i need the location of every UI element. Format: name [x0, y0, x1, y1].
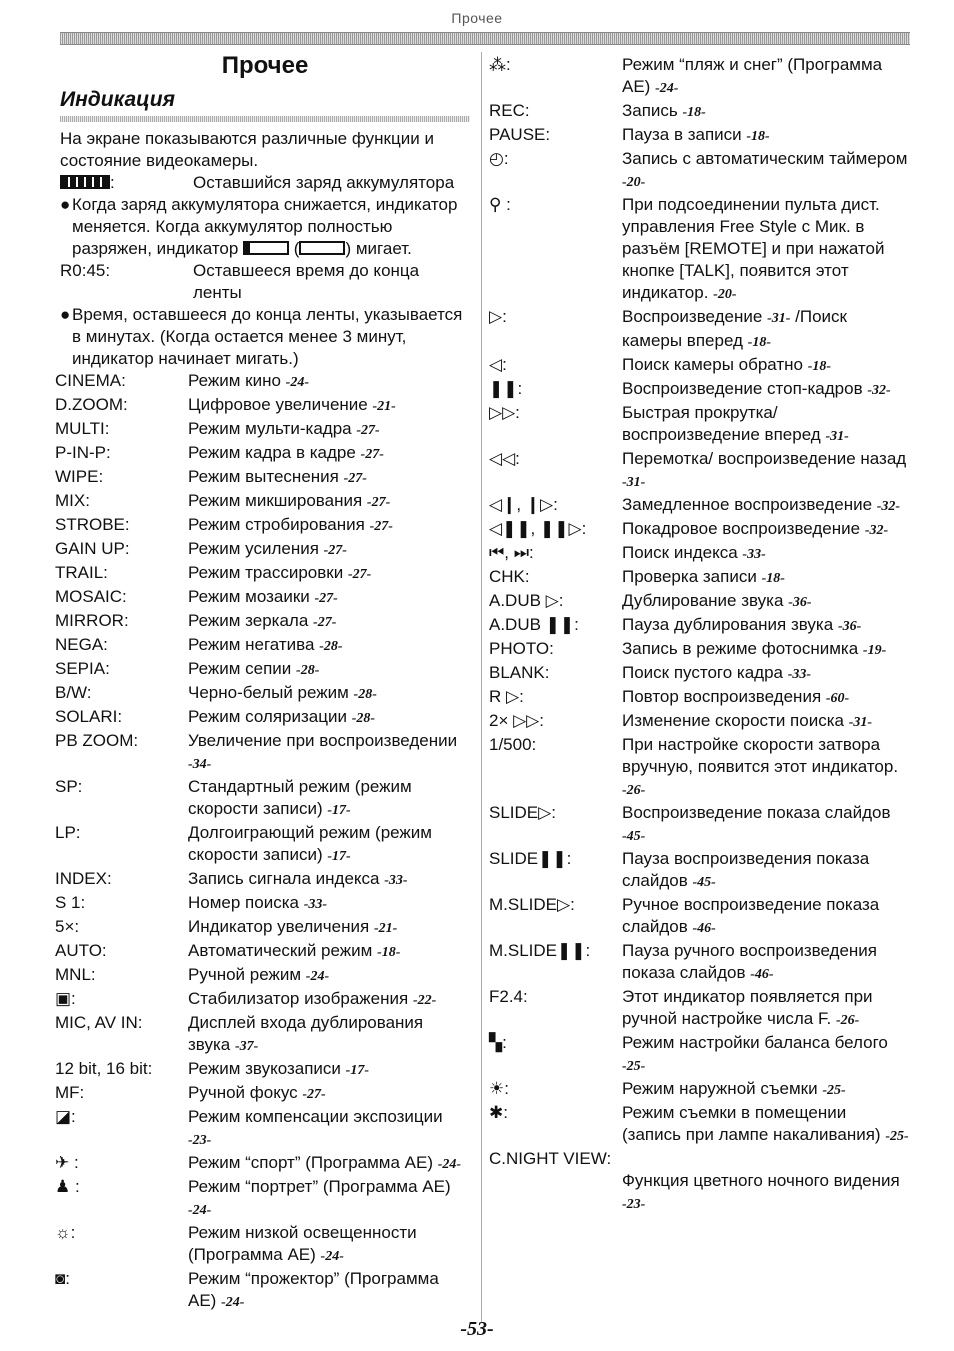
- left-item-text: Номер поиска: [188, 893, 299, 912]
- left-item-row: [55, 730, 470, 776]
- right-item-label: ◁❚❚, ❚❚▷:: [489, 519, 587, 538]
- left-item-row: [55, 442, 470, 466]
- right-item-text: Запись в режиме фотоснимка: [622, 639, 859, 658]
- right-item-label: ⏮, ⏭:: [489, 543, 534, 562]
- left-item-row: [55, 514, 470, 538]
- right-item-row: [489, 662, 909, 686]
- right-item-ref: -46-: [692, 921, 716, 936]
- right-item-ref: -20-: [713, 287, 737, 302]
- battery-low-icon: [243, 239, 289, 258]
- right-item-ref: -45-: [622, 829, 646, 844]
- right-item-label: CHK:: [489, 567, 530, 586]
- left-item-ref: -27-: [369, 519, 393, 534]
- right-item-ref: -24-: [655, 81, 679, 96]
- left-item-ref: -22-: [412, 993, 437, 1008]
- right-item-row: [489, 194, 909, 306]
- left-item-label: TRAIL:: [55, 563, 108, 582]
- right-item-ref: -20-: [622, 175, 646, 190]
- right-item-row: [489, 734, 909, 802]
- cnight-row: [489, 1148, 909, 1216]
- right-item-row: [489, 378, 909, 402]
- left-item-ref: -28-: [353, 687, 377, 702]
- right-item-row: [489, 448, 909, 494]
- left-item-row: [55, 1106, 470, 1152]
- left-item-label: SP:: [55, 777, 83, 796]
- left-item-ref: -27-: [366, 495, 391, 510]
- left-item-label: 12 bit, 16 bit:: [55, 1059, 153, 1078]
- right-item-row: [489, 124, 909, 148]
- left-item-ref: -17-: [327, 803, 351, 818]
- left-item-text: Стандартный режим (режим скорости записи): [188, 777, 412, 818]
- left-item-row: [55, 634, 470, 658]
- intro-text: На экране показываются различные функции и состояние видеокамеры.: [60, 129, 434, 170]
- left-item-label: P-IN-P:: [55, 443, 111, 462]
- left-item-row: [55, 1268, 470, 1314]
- left-item-row: [55, 658, 470, 682]
- right-item-row: [489, 306, 909, 354]
- right-item-text: Режим наружной съемки: [622, 1079, 818, 1098]
- left-item-text: Режим соляризации: [188, 707, 347, 726]
- left-item-row: [55, 940, 470, 964]
- subtitle-bar: [60, 116, 470, 122]
- right-item-text: Повтор воспроизведения: [622, 687, 822, 706]
- left-item-ref: -17-: [345, 1063, 369, 1078]
- left-item-row: [55, 822, 470, 868]
- right-item-ref: -18-: [807, 359, 832, 374]
- left-item-text: Запись сигнала индекса: [188, 869, 380, 888]
- right-item-text: Перемотка/ воспроизведение назад: [622, 449, 907, 468]
- tape-note: ● Время, оставшееся до конца ленты, указывается в минутах. (Когда остается менее 3 минут, индикатор начинает мигать.): [55, 304, 470, 370]
- right-item-text: Покадровое воспроизведение: [622, 519, 861, 538]
- right-item-row: [489, 894, 909, 940]
- right-item-ref: -31-: [848, 715, 873, 730]
- right-item-label: ✱:: [489, 1103, 508, 1122]
- right-item-ref: -18-: [746, 129, 770, 144]
- left-item-text: Режим низкой освещенности (Программа AE): [188, 1223, 417, 1264]
- right-item-ref: -32-: [867, 383, 891, 398]
- left-item-label: MIC, AV IN:: [55, 1013, 143, 1032]
- left-item-ref: -28-: [351, 711, 376, 726]
- left-item-text: Режим мозаики: [188, 587, 310, 606]
- right-item-ref: -31-: [622, 475, 646, 490]
- right-item-text: Быстрая прокрутка/воспроизведение вперед: [622, 403, 821, 444]
- left-item-ref: -27-: [302, 1087, 326, 1102]
- right-item-row: [489, 848, 909, 894]
- left-item-ref: -24-: [285, 375, 309, 390]
- right-item-row: [489, 710, 909, 734]
- left-item-row: [55, 916, 470, 940]
- right-item-ref2: -18-: [747, 335, 772, 350]
- right-item-row: [489, 148, 909, 194]
- left-item-text: Режим “портрет” (Программа AE): [188, 1177, 451, 1196]
- tape-row: [55, 260, 470, 304]
- right-item-row: [489, 940, 909, 986]
- left-item-row: [55, 610, 470, 634]
- right-item-row: [489, 54, 909, 100]
- left-item-text: Режим микширования: [188, 491, 363, 510]
- left-item-row: [55, 394, 470, 418]
- left-item-text: Стабилизатор изображения: [188, 989, 409, 1008]
- right-item-ref: -18-: [761, 571, 785, 586]
- left-item-text: Ручной режим: [188, 965, 302, 984]
- page-number: -53-: [460, 1318, 494, 1340]
- left-item-label: S 1:: [55, 893, 86, 912]
- left-item-text: Режим стробирования: [188, 515, 365, 534]
- right-item-label: SLIDE▷:: [489, 803, 556, 822]
- right-item-ref: -25-: [622, 1059, 646, 1074]
- left-item-label: LP:: [55, 823, 81, 842]
- right-item-text: Режим “пляж и снег” (Программа AE): [622, 55, 883, 96]
- right-item-label: PHOTO:: [489, 639, 554, 658]
- left-item-text: Режим “прожектор” (Программа AE): [188, 1269, 439, 1310]
- cnight-ref: -23-: [622, 1197, 646, 1212]
- left-item-label: SEPIA:: [55, 659, 110, 678]
- left-item-label: GAIN UP:: [55, 539, 130, 558]
- left-item-label: WIPE:: [55, 467, 104, 486]
- header-bar: [60, 32, 910, 45]
- left-item-text: Режим усиления: [188, 539, 319, 558]
- left-item-text: Режим зеркала: [188, 611, 309, 630]
- left-item-text: Цифровое увеличение: [188, 395, 368, 414]
- left-item-text: Долгоиграющий режим (режим скорости записи): [188, 823, 432, 864]
- running-header: Прочее: [451, 10, 503, 26]
- left-item-label: B/W:: [55, 683, 92, 702]
- battery-empty-icon: [299, 239, 345, 258]
- right-item-row: [489, 590, 909, 614]
- left-item-text: Режим звукозаписи: [188, 1059, 341, 1078]
- right-item-ref: -26-: [622, 783, 646, 798]
- right-item-text: Пауза ручного воспроизведения показа слайдов: [622, 941, 878, 982]
- right-item-label: REC:: [489, 101, 530, 120]
- right-item-ref: -60-: [825, 691, 850, 706]
- right-item-text: Поиск индекса: [622, 543, 738, 562]
- left-item-label: MIX:: [55, 491, 90, 510]
- cnight-label: C.NIGHT VIEW:: [489, 1149, 612, 1168]
- right-item-text: Запись с автоматическим таймером: [622, 149, 908, 168]
- right-item-ref: -45-: [692, 875, 716, 890]
- left-item-row: [55, 964, 470, 988]
- left-item-ref: -27-: [343, 471, 367, 486]
- left-item-row: [55, 370, 470, 394]
- right-item-label: ☀:: [489, 1079, 509, 1098]
- left-item-text: Черно-белый режим: [188, 683, 349, 702]
- right-item-text: Воспроизведение показа слайдов: [622, 803, 891, 822]
- right-item-ref: -36-: [788, 595, 812, 610]
- right-item-ref: -33-: [742, 547, 766, 562]
- right-item-ref: -18-: [682, 105, 706, 120]
- right-item-label: PAUSE:: [489, 125, 551, 144]
- right-item-text: Поиск пустого кадра: [622, 663, 783, 682]
- left-item-label: ☼:: [55, 1223, 76, 1242]
- right-item-label: A.DUB ❚❚:: [489, 615, 579, 634]
- left-item-row: [55, 1222, 470, 1268]
- left-item-ref: -24-: [305, 969, 330, 984]
- left-item-text: Ручной фокус: [188, 1083, 298, 1102]
- left-item-ref: -34-: [188, 757, 212, 772]
- right-item-text: При подсоединении пульта дист. управления Free Style с Мик. в разъём [REMOTE] и при нажатой кнопке [TALK], появится этот индикатор.: [622, 195, 885, 302]
- left-item-label: 5×:: [55, 917, 80, 936]
- left-item-ref: -33-: [384, 873, 408, 888]
- right-item-row: [489, 638, 909, 662]
- left-item-text: Режим кино: [188, 371, 281, 390]
- left-item-ref: -28-: [296, 663, 320, 678]
- left-item-ref: -33-: [303, 897, 328, 912]
- left-item-row: [55, 562, 470, 586]
- right-item-row: [489, 1032, 909, 1078]
- left-item-text: Режим кадра в кадре: [188, 443, 356, 462]
- left-item-ref: -27-: [356, 423, 380, 438]
- left-item-label: ▣:: [55, 989, 76, 1008]
- battery-note: ● Когда заряд аккумулятора снижается, индикатор меняется. Когда аккумулятор полностью разряжен, индикатор ( ) мигает.: [60, 195, 458, 258]
- left-item-text: Режим компенсации экспозиции: [188, 1107, 443, 1126]
- right-item-label: R ▷:: [489, 687, 524, 706]
- right-item-text: Проверка записи: [622, 567, 757, 586]
- left-item-text: Режим мульти-кадра: [188, 419, 352, 438]
- right-indicator-list: [489, 54, 909, 1148]
- right-item-text: Пауза воспроизведения показа слайдов: [622, 849, 870, 890]
- right-item-label: BLANK:: [489, 663, 550, 682]
- left-item-label: ◙:: [55, 1269, 70, 1288]
- cnight-text: Функция цветного ночного видения: [622, 1171, 900, 1190]
- left-item-label: INDEX:: [55, 869, 112, 888]
- left-item-row: [55, 776, 470, 822]
- left-item-text: Режим вытеснения: [188, 467, 339, 486]
- right-item-text: Пауза в записи: [622, 125, 742, 144]
- right-item-ref: -32-: [864, 523, 889, 538]
- right-item-row: [489, 100, 909, 124]
- right-item-label: M.SLIDE▷:: [489, 895, 575, 914]
- section-subtitle: Индикация: [60, 88, 175, 111]
- left-item-ref: -27-: [323, 543, 347, 558]
- right-item-ref: -26-: [835, 1013, 860, 1028]
- left-item-row: [55, 1152, 470, 1176]
- left-item-label: PB ZOOM:: [55, 731, 139, 750]
- left-item-ref: -21-: [372, 399, 396, 414]
- left-item-row: [55, 586, 470, 610]
- right-item-label: ⁂:: [489, 55, 511, 74]
- left-item-ref: -21-: [373, 921, 398, 936]
- right-item-label: ◁◁:: [489, 449, 520, 468]
- left-item-ref: -27-: [314, 591, 338, 606]
- left-item-label: CINEMA:: [55, 371, 126, 390]
- right-item-label: ◁:: [489, 355, 507, 374]
- right-item-ref: -19-: [862, 643, 887, 658]
- right-item-row: [489, 542, 909, 566]
- left-item-label: MULTI:: [55, 419, 110, 438]
- battery-note-b: мигает.: [355, 239, 412, 258]
- battery-row: [55, 172, 470, 194]
- left-item-ref: -17-: [327, 849, 351, 864]
- left-item-ref: -24-: [188, 1203, 212, 1218]
- left-item-ref: -23-: [188, 1133, 212, 1148]
- right-item-row: [489, 518, 909, 542]
- right-item-text: Режим съемки в помещении (запись при лампе накаливания): [622, 1103, 881, 1144]
- right-item-label: SLIDE❚❚:: [489, 849, 572, 868]
- left-item-label: AUTO:: [55, 941, 107, 960]
- left-item-row: [55, 706, 470, 730]
- right-item-row: [489, 494, 909, 518]
- left-item-ref: -18-: [377, 945, 401, 960]
- tape-note-text: Время, оставшееся до конца ленты, указывается в минутах. (Когда остается менее 3 минут, индикатор начинает мигать.): [72, 305, 463, 368]
- right-item-label: ▚:: [489, 1033, 507, 1052]
- left-item-row: [55, 418, 470, 442]
- right-item-ref: -36-: [837, 619, 862, 634]
- right-item-text: Режим настройки баланса белого: [622, 1033, 888, 1052]
- right-item-ref: -33-: [787, 667, 812, 682]
- left-item-label: ♟ :: [55, 1177, 80, 1196]
- left-item-label: MIRROR:: [55, 611, 129, 630]
- right-item-label: ▷:: [489, 307, 507, 326]
- battery-text: Оставшийся заряд аккумулятора: [193, 173, 455, 192]
- left-item-row: [55, 1176, 470, 1222]
- left-item-text: Индикатор увеличения: [188, 917, 370, 936]
- right-item-row: [489, 1102, 909, 1148]
- left-item-text: Режим трассировки: [188, 563, 344, 582]
- battery-icon: :: [60, 172, 193, 194]
- left-item-label: ✈ :: [55, 1153, 79, 1172]
- right-item-label: ◴:: [489, 149, 509, 168]
- left-item-ref: -37-: [234, 1039, 259, 1054]
- left-item-label: ◪:: [55, 1107, 76, 1126]
- left-item-text: Режим сепии: [188, 659, 292, 678]
- right-item-text: Поиск камеры обратно: [622, 355, 803, 374]
- right-item-ref: -31-: [825, 429, 849, 444]
- right-item-ref: -31-: [767, 311, 791, 326]
- right-item-text: Пауза дублирования звука: [622, 615, 834, 634]
- right-item-ref: -25-: [885, 1129, 909, 1144]
- left-item-row: [55, 682, 470, 706]
- battery-note-a: Когда заряд аккумулятора снижается, индикатор меняется. Когда аккумулятор полностью разряжен, индикатор: [72, 195, 458, 258]
- left-item-ref: -27-: [313, 615, 337, 630]
- left-item-label: MF:: [55, 1083, 85, 1102]
- left-item-text: Режим негатива: [188, 635, 315, 654]
- page-title: Прочее: [221, 52, 309, 79]
- right-item-row: [489, 986, 909, 1032]
- left-item-row: [55, 988, 470, 1012]
- right-item-label: 1/500:: [489, 735, 537, 754]
- right-item-text: Запись: [622, 101, 678, 120]
- right-item-text: Этот индикатор появляется при ручной настройке числа F.: [622, 987, 873, 1028]
- left-item-ref: -24-: [320, 1249, 344, 1264]
- right-item-text2: /Поиск камеры вперед: [622, 307, 847, 350]
- left-item-row: [55, 1012, 470, 1058]
- left-item-row: [55, 1082, 470, 1106]
- left-item-row: [55, 490, 470, 514]
- left-item-label: D.ZOOM:: [55, 395, 128, 414]
- right-item-label: ◁❙, ❙▷:: [489, 495, 558, 514]
- left-item-label: NEGA:: [55, 635, 108, 654]
- left-item-label: MOSAIC:: [55, 587, 127, 606]
- right-item-row: [489, 354, 909, 378]
- left-item-ref: -28-: [319, 639, 343, 654]
- left-item-ref: -24-: [437, 1157, 462, 1172]
- left-item-label: MNL:: [55, 965, 96, 984]
- right-item-text: Воспроизведение: [622, 307, 763, 326]
- left-indicator-list: [55, 370, 470, 1314]
- right-item-label: A.DUB ▷:: [489, 591, 564, 610]
- right-item-text: Ручное воспроизведение показа слайдов: [622, 895, 880, 936]
- left-item-text: Увеличение при воспроизведении: [188, 731, 458, 750]
- right-item-label: ▷▷:: [489, 403, 520, 422]
- right-item-ref: -46-: [750, 967, 774, 982]
- left-item-label: STROBE:: [55, 515, 130, 534]
- left-item-label: SOLARI:: [55, 707, 123, 726]
- right-item-text: Дублирование звука: [622, 591, 784, 610]
- right-item-label: M.SLIDE❚❚:: [489, 941, 591, 960]
- right-item-label: ❚❚:: [489, 379, 523, 398]
- right-item-row: [489, 402, 909, 448]
- right-item-row: [489, 566, 909, 590]
- right-item-text: Воспроизведение стоп-кадров: [622, 379, 863, 398]
- right-item-ref: -25-: [822, 1083, 846, 1098]
- left-item-row: [55, 466, 470, 490]
- left-item-text: Режим “спорт” (Программа AE): [188, 1153, 433, 1172]
- right-item-row: [489, 1078, 909, 1102]
- left-column: [55, 128, 470, 1314]
- right-item-label: F2.4:: [489, 987, 528, 1006]
- right-item-text: При настройке скорости затвора вручную, появится этот индикатор.: [622, 735, 899, 776]
- column-divider: [481, 52, 482, 1322]
- tape-label: R0:45:: [60, 261, 111, 280]
- right-item-row: [489, 802, 909, 848]
- right-item-ref: -32-: [876, 499, 901, 514]
- right-item-row: [489, 686, 909, 710]
- left-item-text: Дисплей входа дублирования звука: [188, 1013, 424, 1054]
- left-item-ref: -27-: [360, 447, 384, 462]
- right-item-label: 2× ▷▷:: [489, 711, 544, 730]
- left-item-text: Автоматический режим: [188, 941, 373, 960]
- right-item-row: [489, 614, 909, 638]
- left-item-ref: -24-: [221, 1295, 245, 1310]
- left-item-row: [55, 892, 470, 916]
- right-column: [489, 54, 909, 1216]
- left-item-ref: -27-: [347, 567, 372, 582]
- tape-text: Оставшееся время до конца ленты: [193, 261, 420, 302]
- right-item-label: ⚲ :: [489, 195, 511, 214]
- right-item-text: Изменение скорости поиска: [622, 711, 844, 730]
- left-item-row: [55, 1058, 470, 1082]
- left-item-row: [55, 538, 470, 562]
- right-item-text: Замедленное воспроизведение: [622, 495, 873, 514]
- left-item-row: [55, 868, 470, 892]
